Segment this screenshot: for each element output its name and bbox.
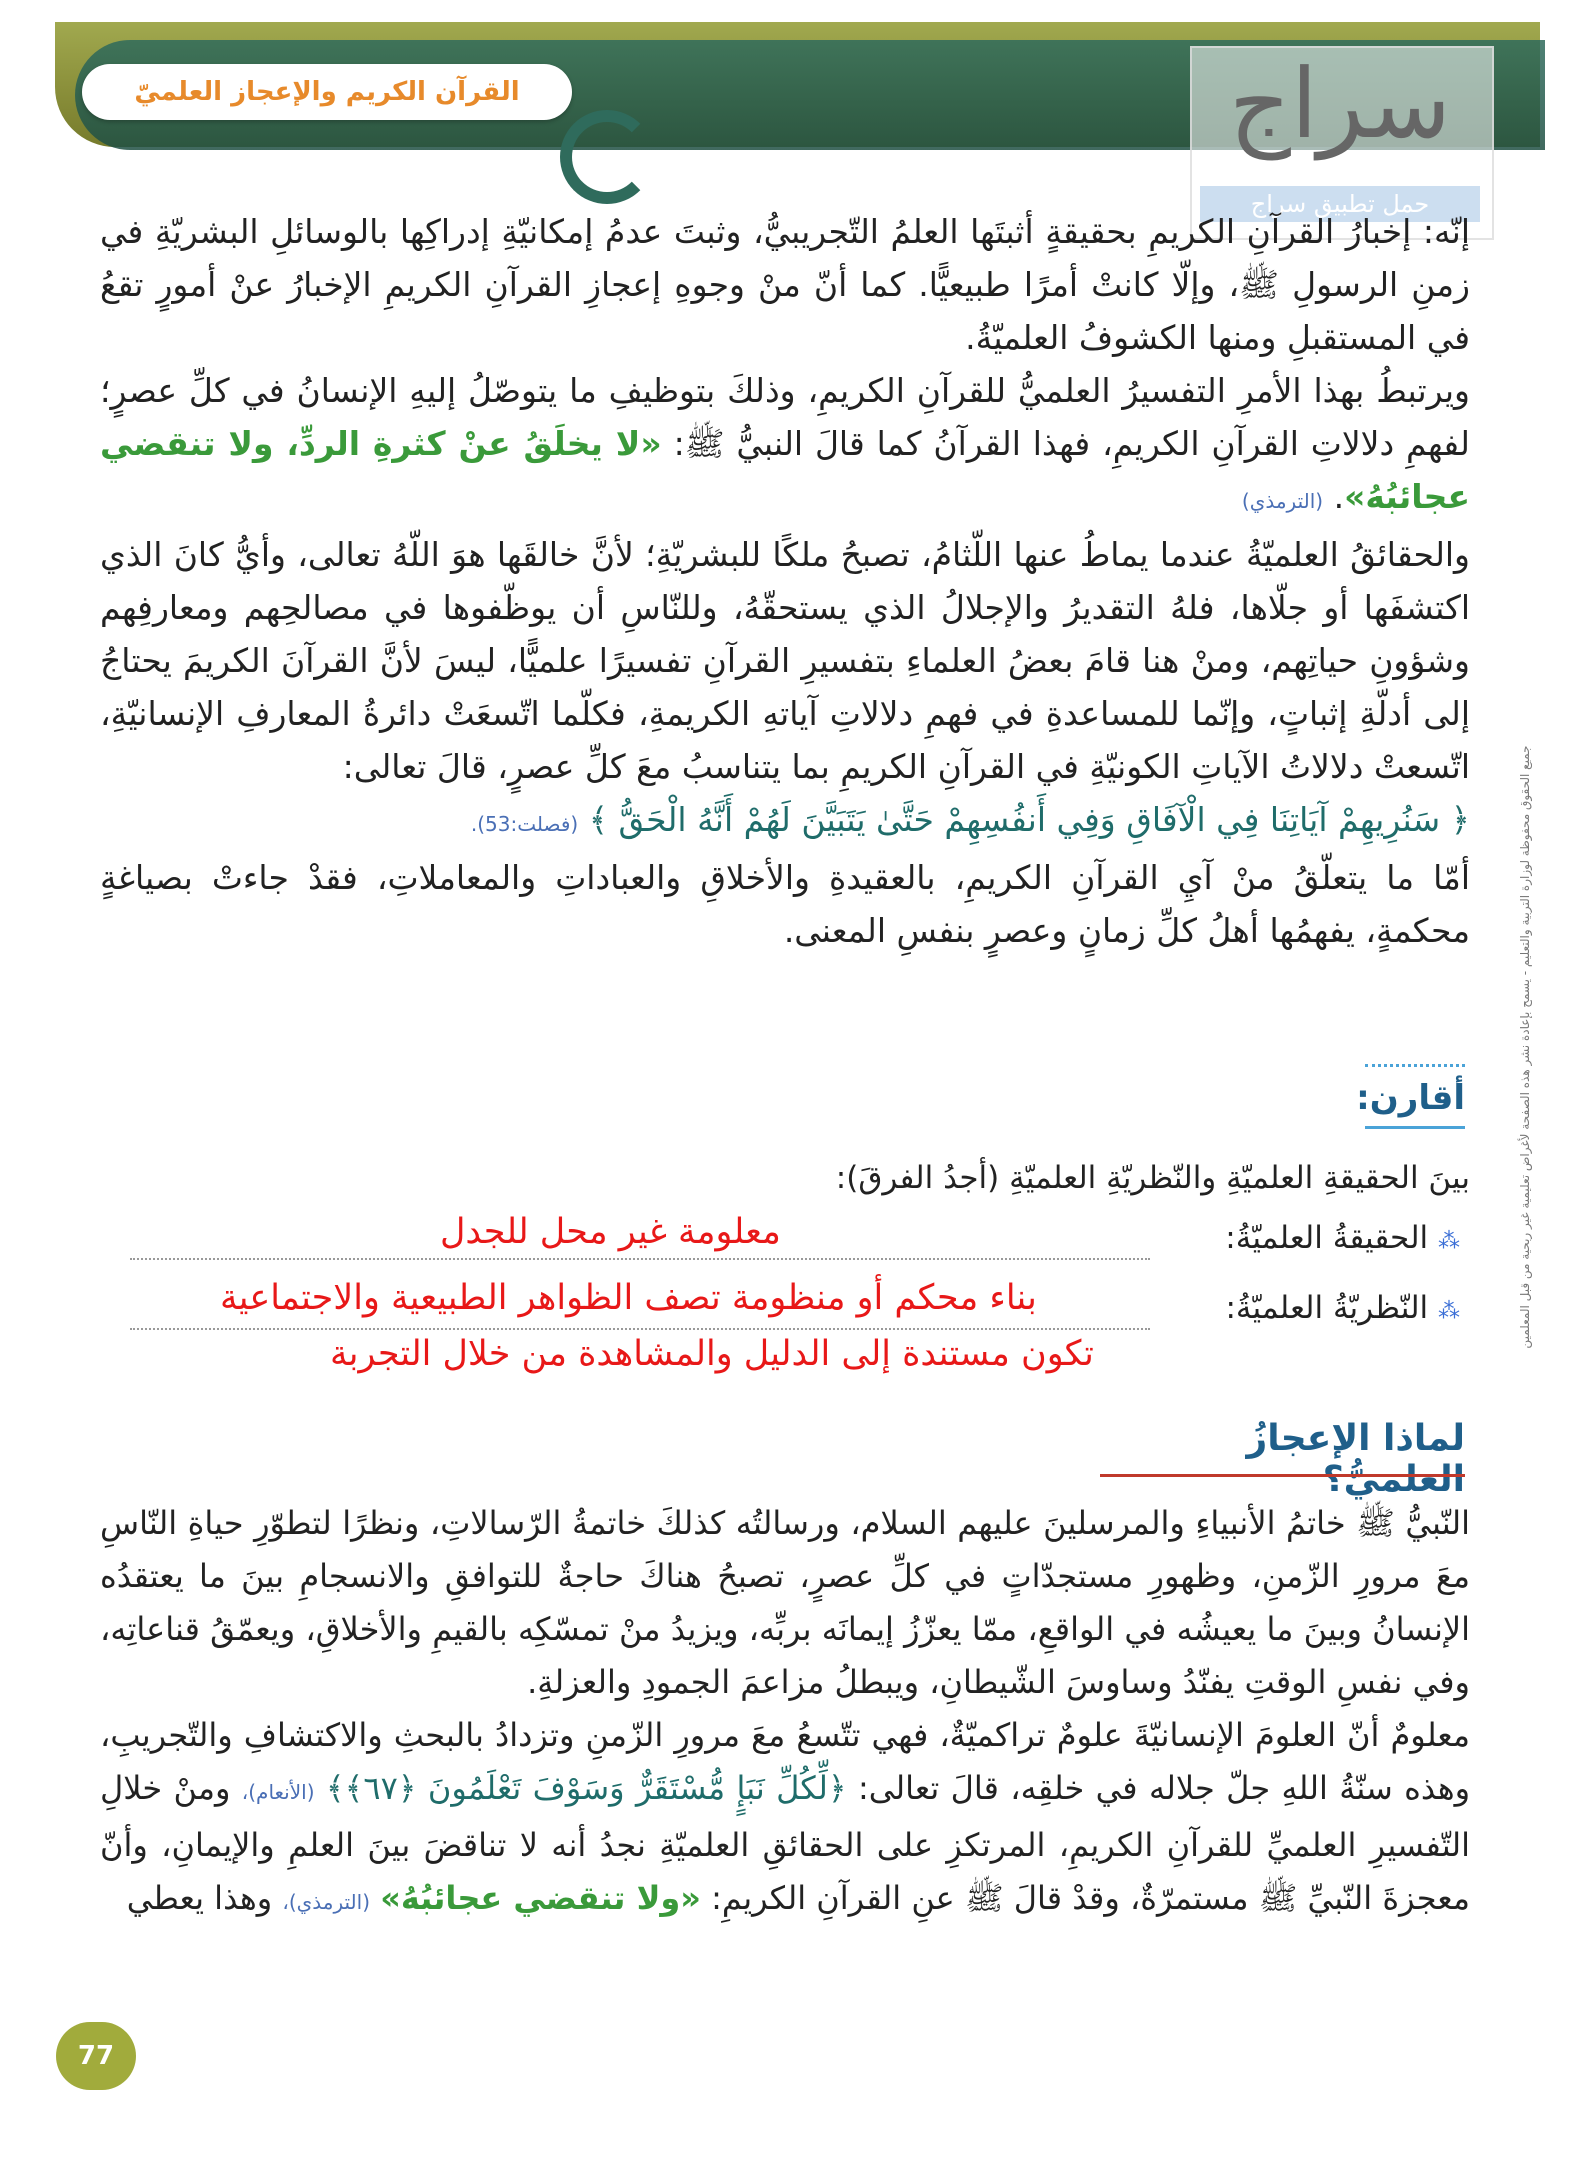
compare-heading-text: أقارن: [1356, 1078, 1465, 1118]
section-2-paragraph-2-c: وهذا يعطي [126, 1879, 273, 1917]
paragraph-3 [100, 528, 1470, 851]
paragraph-2-text: ويرتبطُ بهذا الأمرِ التفسيرُ العلميُّ للقرآنِ الكريمِ، وذلكَ بتوظيفِ ما يتوصّلُ إليهِ الإنسانُ في كلِّ عصرٍ؛ لفهمِ دلالاتِ القرآنِ الكريمِ، فهذا القرآنُ كما قالَ النبيُّ ﷺ: [100, 371, 1470, 463]
theory-answer-2: تكون مستندة إلى الدليل والمشاهدة من خلال التجربة [330, 1334, 1094, 1374]
paragraph-1: إنّه: إخبارُ القرآنِ الكريمِ بحقيقةٍ أثبتَها العلمُ التّجريبيُّ، وثبتَ عدمُ إمكانيّةِ إدراكِها بالوسائلِ البشريّةِ في زمنِ الرسولِ ﷺ، وإلّا كانتْ أمرًا طبيعيًّا. كما أنّ منْ وجوهِ إعجازِ القرآنِ الكريمِ الإخبارُ عنْ أمورٍ تقعُ في المستقبلِ ومنها الكشوفُ العلميّةُ. [100, 212, 1470, 357]
theory-label: النّظريّةُ العلميّةُ: [1225, 1290, 1429, 1326]
hadith-reference: (الترمذي) [1241, 489, 1324, 513]
section-heading-text: لماذا الإعجازُ العلميُّ؟ [1246, 1418, 1465, 1500]
chapter-title-text: القرآن الكريم والإعجاز العلميّ [134, 77, 520, 107]
section-heading-underline [1100, 1474, 1465, 1477]
ayah-reference: (فصلت:53). [470, 812, 579, 836]
theory-answer-1: بناء محكم أو منظومة تصف الظواهر الطبيعية والاجتماعية [220, 1278, 1037, 1318]
logo-subtitle[interactable]: حمل تطبيق سراج [1200, 186, 1480, 222]
section-2-text [100, 1497, 1470, 1929]
section-2-paragraph-2 [100, 1709, 1470, 1929]
heading-underline [1365, 1126, 1465, 1129]
side-copyright-text: جميع الحقوق محفوظة لوزارة التربية والتعليم - يسمح بإعادة نشر هذه الصفحة لأغراض تعليمية غير ربحية من قبل المعلمين [1518, 745, 1532, 1349]
side-copyright-note [1510, 480, 1540, 1630]
ayah-quote: ﴿ سَنُرِيهِمْ آيَاتِنَا فِي الْآفَاقِ وَفِي أَنفُسِهِمْ حَتَّىٰ يَتَبَيَّنَ لَهُمْ أَنَّهُ الْحَقُّ ﴾ [588, 800, 1470, 839]
hadith-reference-2: (الترمذي)، [282, 1890, 371, 1914]
hadith-quote: «لا يخلَقُ عنْ كثرةِ الردِّ، ولا تنقضي عجائبُهُ» [100, 424, 1470, 516]
fact-answer: معلومة غير محل للجدل [440, 1212, 781, 1252]
compare-heading [1356, 1078, 1465, 1118]
ayah-reference-2: (الأنعام)، [241, 1780, 315, 1804]
theory-answer-line[interactable] [130, 1328, 1150, 1330]
logo[interactable]: سراج [1228, 48, 1452, 160]
paragraph-2: ويرتبطُ بهذا الأمرِ التفسيرُ العلميُّ للقرآنِ الكريمِ، وذلكَ بتوظيفِ ما يتوصّلُ إليهِ الإنسانُ في كلِّ عصرٍ؛ لفهمِ دلالاتِ القرآنِ الكريمِ، فهذا القرآنُ كما قالَ النبيُّ ﷺ: «لا يخلَقُ عنْ كثرةِ الردِّ، ولا تنقضي عجائبُهُ». (الترمذي) [100, 371, 1470, 516]
section-2-paragraph-1: النّبيُّ ﷺ خاتمُ الأنبياءِ والمرسلينَ عليهم السلام، ورسالتُه كذلكَ خاتمةُ الرّسالاتِ، ونظرًا لتطوّرِ حياةِ النّاسِ معَ مرورِ الزّمنِ، وظهورِ مستجدّاتٍ في كلِّ عصرٍ، تصبحُ هناكَ حاجةٌ للتوافقِ والانسجامِ بينَ ما يعتقدُه الإنسانُ وبينَ ما يعيشُه في الواقعِ، ممّا يعزّزُ إيمانَه بربِّه، ويزيدُ منْ تمسّكِه بالقيمِ والأخلاقِ، ويعمّقُ قناعاتِه، وفي نفسِ الوقتِ يفنّدُ وساوسَ الشّيطانِ، ويبطلُ مزاعمَ الجمودِ والعزلةِ. [100, 1504, 1470, 1701]
compare-prompt: بينَ الحقيقةِ العلميّةِ والنّظريّةِ العلميّةِ (أجدُ الفرقَ): [835, 1160, 1470, 1196]
fact-label: الحقيقةُ العلميّةُ: [1225, 1220, 1429, 1256]
fact-answer-line[interactable] [130, 1258, 1150, 1260]
ayah-quote-2: ﴿لِّكُلِّ نَبَإٍ مُّسْتَقَرٌّ وَسَوْفَ تَعْلَمُونَ ﴿٦٧﴾﴾ [325, 1769, 847, 1807]
paragraph-3-text: والحقائقُ العلميّةُ عندما يماطُ عنها اللّثامُ، تصبحُ ملكًا للبشريّةِ؛ لأنَّ خالقَها هوَ اللّهُ تعالى، وأيُّ كانَ الذي اكتشفَها أو جلّاها، فلهُ التقديرُ والإجلالُ الذي يستحقّهُ، وللنّاسِ أن يوظّفوها في مصالحِهم ومعارفِهم وشؤونِ حياتِهم، ومنْ هنا قامَ بعضُ العلماءِ بتفسيرِ القرآنِ تفسيرًا علميًّا، ليسَ لأنَّ القرآنَ الكريمَ يحتاجُ إلى أدلّةِ إثباتٍ، وإنّما للمساعدةِ في فهمِ دلالاتِ آياتهِ الكريمةِ، فكلّما اتّسعَتْ دائرةُ المعارفِ الإنسانيّةِ، اتّسعتْ دلالاتُ الآياتِ الكونيّةِ في القرآنِ الكريمِ بما يتناسبُ معَ كلِّ عصرٍ، قالَ تعالى: [100, 535, 1470, 786]
star-icon: ⁂ [1438, 1229, 1460, 1254]
chapter-title [82, 64, 572, 120]
theory-label-row [1160, 1290, 1460, 1326]
main-text [100, 205, 1470, 957]
section-2-paragraph-2-a: معلومٌ أنّ العلومَ الإنسانيّةَ علومٌ تراكميّةٌ، فهي تتّسعُ معَ مرورِ الزّمنِ وتزدادُ بالبحثِ والاكتشافِ والتّجريبِ، وهذه سنّةُ اللهِ جلّ جلاله في خلقِه، قالَ تعالى: [100, 1716, 1471, 1807]
heading-wave-decoration [1365, 1064, 1465, 1079]
section-heading [1100, 1418, 1465, 1500]
star-icon: ⁂ [1438, 1299, 1460, 1324]
hadith-quote-2: «ولا تنقضي عجائبُهُ» [380, 1879, 701, 1917]
page-number: 77 [56, 2022, 136, 2090]
spiral-decoration-icon [560, 110, 654, 204]
paragraph-4: أمّا ما يتعلّقُ منْ آيِ القرآنِ الكريمِ، بالعقيدةِ والأخلاقِ والعباداتِ والمعاملاتِ، فقدْ جاءتْ بصياغةٍ محكمةٍ، يفهمُها أهلُ كلِّ زمانٍ وعصرٍ بنفسِ المعنى. [100, 858, 1470, 950]
section-2-paragraph-2-b: ومنْ خلالِ التّفسيرِ العلميِّ للقرآنِ الكريمِ، المرتكزِ على الحقائقِ العلميّةِ نجدُ أنه لا تناقضَ بينَ العلمِ والإيمانِ، وأنّ معجزةَ النّبيِّ ﷺ مستمرّةٌ، وقدْ قالَ ﷺ عنِ القرآنِ الكريمِ: [100, 1769, 1470, 1917]
fact-label-row [1160, 1220, 1460, 1256]
